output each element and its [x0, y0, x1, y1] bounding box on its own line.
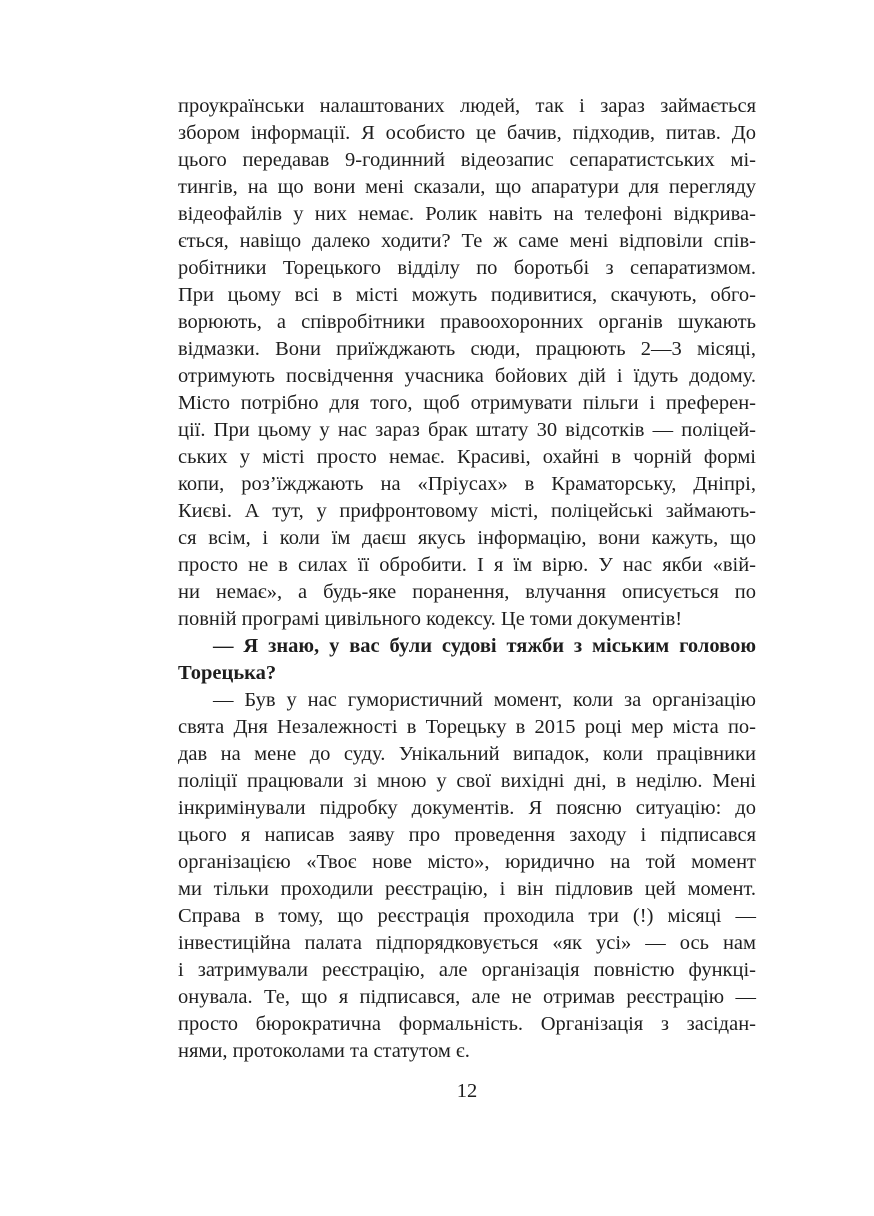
- text-line: При цьому всі в місті можуть подивитися, скачують, обго-: [178, 284, 756, 306]
- text-line: і затримували реєстрацію, але організація повністю функці-: [178, 959, 756, 981]
- text-line: цього передавав 9-годинний відеозапис сепаратистських мі-: [178, 149, 756, 171]
- text-line: дав на мене до суду. Унікальний випадок, коли працівники: [178, 743, 756, 765]
- text-line: нями, протоколами та статутом є.: [178, 1040, 470, 1062]
- text-line: ворюють, а співробітники правоохоронних органів шукають: [178, 311, 756, 333]
- interviewee-answer: [178, 687, 756, 1065]
- text-line: ських у місті просто немає. Красиві, охайні в чорній формі: [178, 446, 756, 468]
- text-line: ся всім, і коли їм даєш якусь інформацію, вони кажуть, що: [178, 527, 756, 549]
- text-line: Торецька?: [178, 662, 277, 684]
- text-line: цього я написав заяву про проведення заходу і підписався: [178, 824, 756, 846]
- text-line: ється, навіщо далеко ходити? Те ж саме мені відповіли спів-: [178, 230, 756, 252]
- text-line: робітники Торецького відділу по боротьбі з сепаратизмом.: [178, 257, 756, 279]
- text-line: тингів, на що вони мені сказали, що апаратури для перегляду: [178, 176, 756, 198]
- text-line: повній програмі цивільного кодексу. Це томи документів!: [178, 608, 683, 630]
- text-line: поліції працювали зі мною у свої вихідні дні, в неділю. Мені: [178, 770, 756, 792]
- text-line: онувала. Те, що я підписався, але не отримав реєстрацію —: [178, 986, 756, 1008]
- text-line: отримують посвідчення учасника бойових дій і їдуть додому.: [178, 365, 756, 387]
- text-line: Місто потрібно для того, щоб отримувати пільги і преферен-: [178, 392, 756, 414]
- text-line: копи, роз’їжджають на «Пріусах» в Краматорську, Дніпрі,: [178, 473, 756, 495]
- text-line: Києві. А тут, у прифронтовому місті, поліцейські займають-: [178, 500, 756, 522]
- text-line: ції. При цьому у нас зараз брак штату 30 відсотків — поліцей-: [178, 419, 756, 441]
- text-line: свята Дня Незалежності в Торецьку в 2015 році мер міста по-: [178, 716, 756, 738]
- interviewer-question: [178, 633, 756, 687]
- text-line: інвестиційна палата підпорядковується «як усі» — ось нам: [178, 932, 756, 954]
- text-line: інкримінували підробку документів. Я поясню ситуацію: до: [178, 797, 756, 819]
- text-line: збором інформації. Я особисто це бачив, підходив, питав. До: [178, 122, 756, 144]
- text-line: ми тільки проходили реєстрацію, і він підловив цей момент.: [178, 878, 756, 900]
- text-line: проукраїнськи налаштованих людей, так і зараз займається: [178, 95, 756, 117]
- page-number: 12: [456, 1080, 478, 1102]
- text-line: Справа в тому, що реєстрація проходила три (!) місяці —: [178, 905, 756, 927]
- text-line: просто бюрократична формальність. Організація з засідан-: [178, 1013, 756, 1035]
- text-line: відмазки. Вони приїжджають сюди, працюють 2—3 місяці,: [178, 338, 756, 360]
- text-line: ни немає», а будь-яке поранення, влучання описується по: [178, 581, 756, 603]
- text-line: — Я знаю, у вас були судові тяжби з міським головою: [213, 635, 756, 657]
- text-line: — Був у нас гумористичний момент, коли за організацію: [213, 689, 756, 711]
- text-line: організацією «Твоє нове місто», юридично на той момент: [178, 851, 756, 873]
- text-line: просто не в силах її обробити. І я їм вірю. У нас якби «вій-: [178, 554, 756, 576]
- text-line: відеофайлів у них немає. Ролик навіть на телефоні відкрива-: [178, 203, 756, 225]
- page-text-block: [178, 93, 756, 1065]
- body-continuation: [178, 93, 756, 633]
